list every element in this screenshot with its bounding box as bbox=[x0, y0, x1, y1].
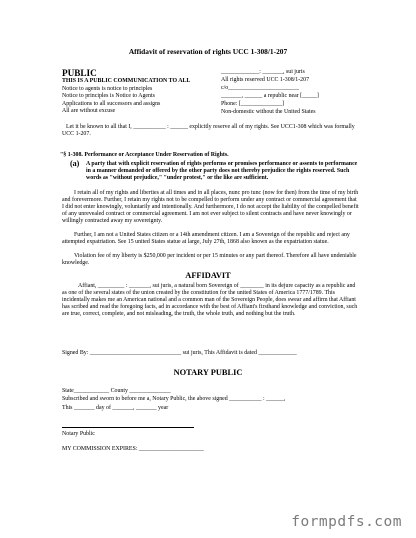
rights-reserved-line: All rights reserved UCC 1-308/1-207 bbox=[221, 77, 310, 83]
violation-fee-paragraph: Violation fee of my liberty is $250,000 per incident or per 15 minutes or any part thereof. Therefore all have undeniable knowledge. bbox=[62, 253, 357, 267]
notary-signature-line[interactable] bbox=[62, 427, 194, 428]
without-excuse-line: All are without excuse bbox=[62, 108, 116, 114]
notice-principles-line: Notice to principles is Notice to Agents bbox=[62, 93, 155, 99]
rights-paragraph: I retain all of my rights and liberties at all times and in all places, nunc pro tunc (now for then) from the time of my birth and forevermore. Further, I retain my rights not to be compelled to perform under any contract or commercial agreement that I did not enter knowingly, voluntarily and intentionally. And furthermore, I do not accept the liability of the compelled benefit of any unrevealed contract or commercial agreement. I am not ever subject to silent contracts and have never knowingly or willingly contracted away my sovereignty. bbox=[62, 189, 359, 224]
affidavit-paragraph: Affiant, _________ : _______, sui juris, a natural born Sovereign of ________ in its dejure capacity as a republic and as one of the several states of the union created by the constitution for the united States of America 1777/1789. This incidentally makes me an American national and a common man of the Sovereign People, does swear and affirm that Affiant has scribed and read the foregoing facts, ad in accordance with the best of Affiant's firsthand knowledge and conviction, such are true, correct, complete, and not misleading, the truth, the whole truth, and nothing but the truth. bbox=[62, 283, 358, 318]
notice-agents-line: Notice to agents is notice to principles bbox=[62, 85, 153, 92]
signed-by-line[interactable]: Signed By: _______________________________ sui juris, This Affidavit is dated _____________ bbox=[62, 350, 297, 356]
clause-label: (a) bbox=[70, 159, 80, 168]
document-title: Affidavit of reservation of rights UCC 1-308/1-207 bbox=[128, 47, 288, 56]
care-of-line: c/o________________________ bbox=[221, 85, 299, 91]
name-sui-juris-line: _____________: _______, sui juris bbox=[221, 69, 305, 75]
date-line[interactable]: This _______ day of _______, _______ year bbox=[62, 405, 169, 411]
citizenship-paragraph: Further, I am not a United States citizen or a 14th amendment citizen. I am a Sovereign of the republic and reject any attempted expatriation. See 15 united States statue at large, July 27th, 1868 also known as the expatriation statue. bbox=[62, 232, 350, 246]
phone-line: Phone: [______________] bbox=[221, 101, 284, 107]
subscribed-sworn-line[interactable]: Subscribed and sworn to before me a, Notary Public, the above signed ___________ : ______, bbox=[62, 396, 286, 402]
public-heading: PUBLIC bbox=[62, 68, 97, 78]
intro-paragraph: Let it be known to all that I, ___________ : ______ explicitly reserve all of my rights. See UCC1-308 which was formally UCC 1-207. bbox=[62, 124, 355, 138]
republic-near-line: _______, ______ a republic near [_____] bbox=[221, 93, 319, 99]
notary-heading: NOTARY PUBLIC bbox=[173, 368, 243, 377]
commission-expires-line[interactable]: MY COMMISSION EXPIRES: ______________________ bbox=[62, 446, 204, 452]
section-heading: "§ 1-308. Performance or Acceptance Under Reservation of Rights. bbox=[60, 152, 229, 158]
watermark-logo: formpdfs.com bbox=[291, 514, 402, 530]
state-county-line[interactable]: State____________ County ______________ bbox=[62, 388, 171, 394]
successors-line: Applications to all successors and assigns bbox=[62, 100, 161, 107]
clause-text: A party that with explicit reservation of rights performs or promises performance or assents to performance in a manner demanded or offered by the other party does not thereby prejudice the rights reserved. Such words as "without prejudice," "under protest," or the like are sufficient. bbox=[86, 160, 358, 181]
public-communication-line: THIS IS A PUBLIC COMMUNICATION TO ALL bbox=[62, 78, 191, 84]
non-domestic-line: Non-domestic without the United States bbox=[221, 108, 316, 115]
notary-public-label: Notary Public bbox=[62, 431, 95, 437]
affidavit-heading: AFFIDAVIT bbox=[185, 271, 231, 280]
